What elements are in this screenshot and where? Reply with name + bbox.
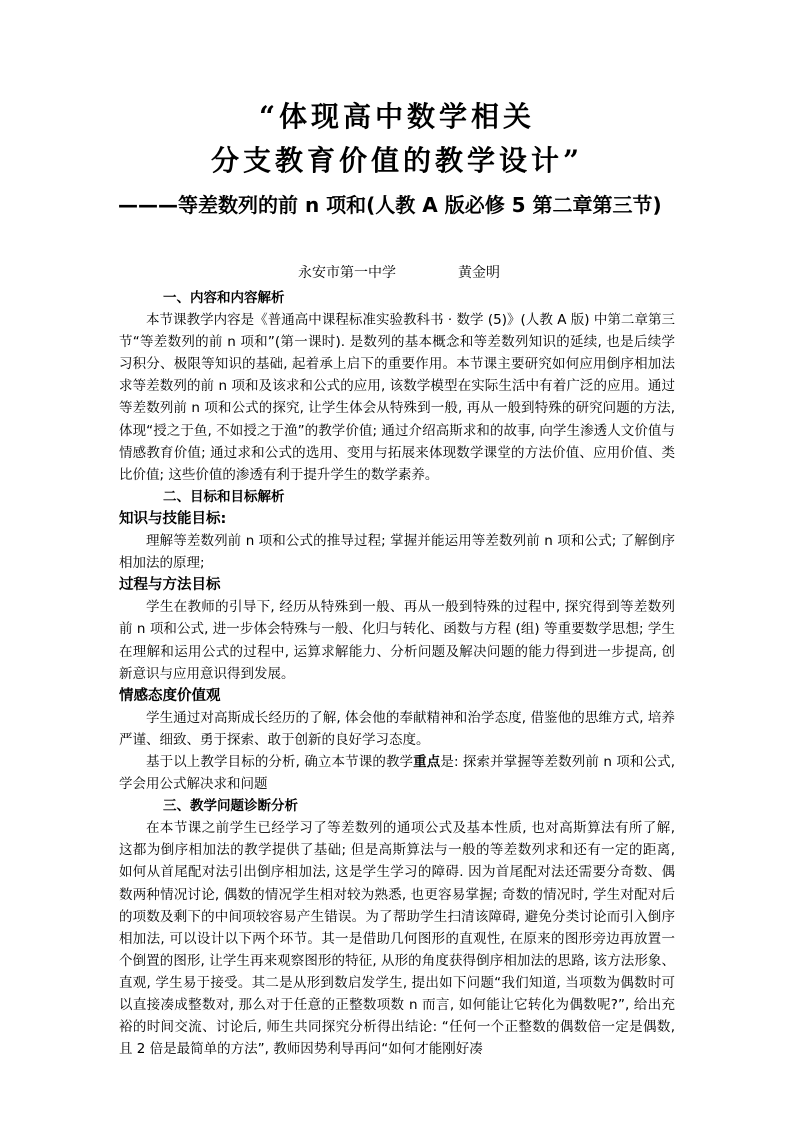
- key-point-paragraph: [119, 751, 675, 795]
- diagnosis-paragraph: 在本节课之前学生已经学习了等差数列的通项公式及基本性质, 也对高斯算法有所了解, 这都为倒序相加法的教学提供了基础; 但是高斯算法与一般的等差数列求和还有一定的距离, 如何从首尾配对法引出倒序相加法, 这是学生学习的障碍. 因为首尾配对法还需要分奇数、偶数两种情况讨论, 偶数的情况学生相对较为熟悉, 也更容易掌握; 奇数的情况时, 学生对配对后的项数及剩下的中间项较容易产生错误。为了帮助学生扫清该障碍, 避免分类讨论而引入倒序相加法, 可以设计以下两个环节。其一是借助几何图形的直观性, 在原来的图形旁边再放置一个倒置的图形, 让学生再来观察图形的特征, 从形的角度获得倒序相加法的思路, 该方法形象、直观, 学生易于接受。其二是从形到数启发学生, 提出如下问题“我们知道, 当项数为偶数时可以直接凑成整数对, 那么对于任意的正整数项数 n 而言, 如何能让它转化为偶数呢?”, 给出充裕的时间交流、讨论后, 师生共同探究分析得出结论: “任何一个正整数的偶数倍一定是偶数, 且 2 倍是最简单的方法”, 教师因势利导再问“如何才能刚好凑: [119, 820, 675, 1058]
- subheading-emotion: 情感态度价值观: [119, 687, 221, 704]
- key-point-word: 重点: [413, 753, 441, 770]
- process-goal-paragraph: 学生在教师的引导下, 经历从特殊到一般、再从一般到特殊的过程中, 探究得到等差数列前 n 项和公式, 进一步体会特殊与一般、化归与转化、函数与方程 (组) 等重要数学思想; 学生在理解和运用公式的过程中, 运算求解能力、分析问题及解决问题的能力得到进一步提高, 创新意识与应用意识得到发展。: [119, 599, 675, 682]
- knowledge-goal-paragraph: 理解等差数列前 n 项和公式的推导过程; 掌握并能运用等差数列前 n 项和公式; 了解倒序相加法的原理;: [119, 533, 675, 572]
- key-point-prefix: 基于以上教学目标的分析, 确立本节课的教学: [146, 753, 414, 770]
- section-heading-goals: 二、目标和目标解析: [163, 488, 285, 505]
- section-heading-content: 一、内容和内容解析: [163, 290, 285, 306]
- subheading-knowledge: 知识与技能目标:: [119, 510, 227, 527]
- school-name: 永安市第一中学: [298, 265, 396, 281]
- author-name: 黄金明: [458, 265, 500, 281]
- content-analysis-paragraph: 本节课教学内容是《普通高中课程标准实验教科书 · 数学 (5)》(人教 A 版) 中第二章第三节“等差数列的前 n 项和”(第一课时). 是数列的基本概念和等差数列知识的延续, 也是后续学习积分、极限等知识的基础, 起着承上启下的重要作用。本节课主要研究如何应用倒序相加法求等差数列的前 n 项和及该求和公式的应用, 该数学模型在实际生活中有着广泛的应用。通过等差数列前 n 项和公式的探究, 让学生体会从特殊到一般, 再从一般到特殊的研究问题的方法, 体现“授之于鱼, 不如授之于渔”的教学价值; 通过介绍高斯求和的故事, 向学生渗透人文价值与情感教育价值; 通过求和公式的选用、变用与拓展来体现数学课堂的方法价值、应用价值、类比价值; 这些价值的渗透有利于提升学生的数学素养。: [119, 312, 675, 483]
- document-body: [119, 287, 675, 1060]
- key-point-suffix: 是: 探索并掌握等差数列前 n 项和公式, 学会用公式解决求和问题: [119, 753, 676, 793]
- title-line-2: 分支教育价值的教学设计”: [210, 144, 584, 177]
- subheading-process: 过程与方法目标: [119, 577, 221, 594]
- section-heading-diagnosis: 三、教学问题诊断分析: [163, 798, 298, 815]
- emotion-goal-paragraph: 学生通过对高斯成长经历的了解, 体会他的奉献精神和治学态度, 借鉴他的思维方式, 培养严谨、细致、勇于探索、敢于创新的良好学习态度。: [119, 709, 675, 748]
- subtitle: ———等差数列的前 n 项和(人教 A 版必修 5 第二章第三节): [118, 193, 662, 217]
- title-line-1: “体现高中数学相关: [258, 100, 536, 133]
